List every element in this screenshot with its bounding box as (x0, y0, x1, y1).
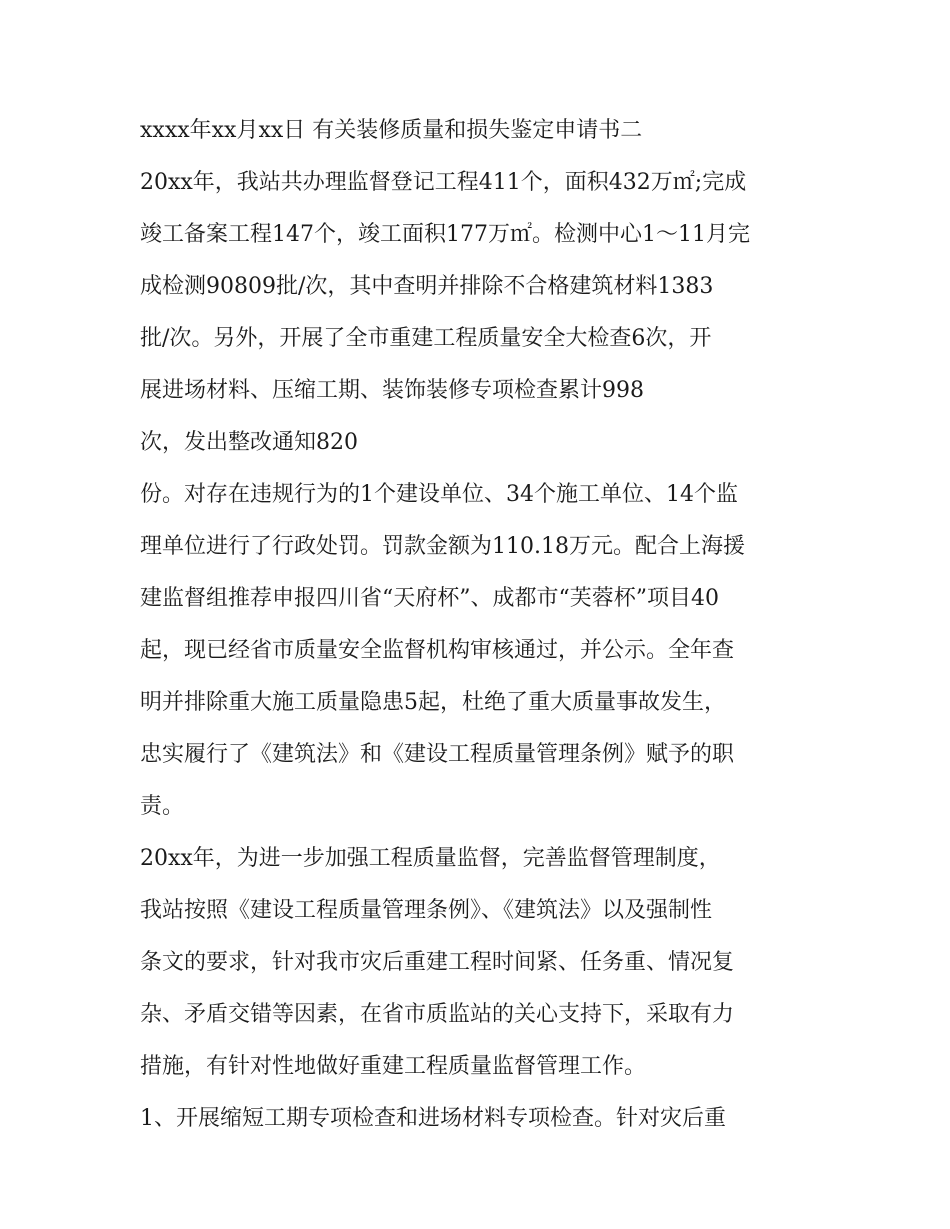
document-title: xxxx年xx月xx日 有关装修质量和损失鉴定申请书二 (140, 118, 643, 143)
body-line: 理单位进行了行政处罚。罚款金额为110.18万元。配合上海援 (140, 534, 745, 559)
body-line: 批/次。另外，开展了全市重建工程质量安全大检查6次，开 (140, 326, 712, 351)
body-line: 责。 (140, 794, 185, 819)
body-line: 建监督组推荐申报四川省“天府杯”、成都市“芙蓉杯”项目40 (140, 586, 719, 611)
body-line: 我站按照《建设工程质量管理条例》、《建筑法》以及强制性 (140, 898, 713, 923)
body-line: 展进场材料、压缩工期、装饰装修专项检查累计998 (140, 378, 644, 403)
body-line: 明并排除重大施工质量隐患5起，杜绝了重大质量事故发生， (140, 690, 726, 715)
body-line: 竣工备案工程147个，竣工面积177万㎡。检测中心1～11月完 (140, 222, 750, 247)
body-line: 20xx年，我站共办理监督登记工程411个，面积432万㎡;完成 (140, 170, 747, 195)
body-line: 份。对存在违规行为的1个建设单位、34个施工单位、14个监 (140, 482, 738, 507)
body-line: 条文的要求，针对我市灾后重建工程时间紧、任务重、情况复 (140, 950, 735, 975)
body-line: 忠实履行了《建筑法》和《建设工程质量管理条例》赋予的职 (140, 742, 735, 767)
body-line: 20xx年，为进一步加强工程质量监督，完善监督管理制度， (140, 846, 721, 871)
body-line: 措施，有针对性地做好重建工程质量监督管理工作。 (140, 1054, 647, 1079)
body-line: 次，发出整改通知820 (140, 430, 358, 455)
body-line: 起，现已经省市质量安全监督机构审核通过，并公示。全年查 (140, 638, 735, 663)
body-line: 成检测90809批/次，其中查明并排除不合格建筑材料1383 (140, 274, 714, 299)
body-line: 杂、矛盾交错等因素，在省市质监站的关心支持下，采取有力 (140, 1002, 735, 1027)
body-line: 1、开展缩短工期专项检查和进场材料专项检查。针对灾后重 (140, 1106, 726, 1131)
